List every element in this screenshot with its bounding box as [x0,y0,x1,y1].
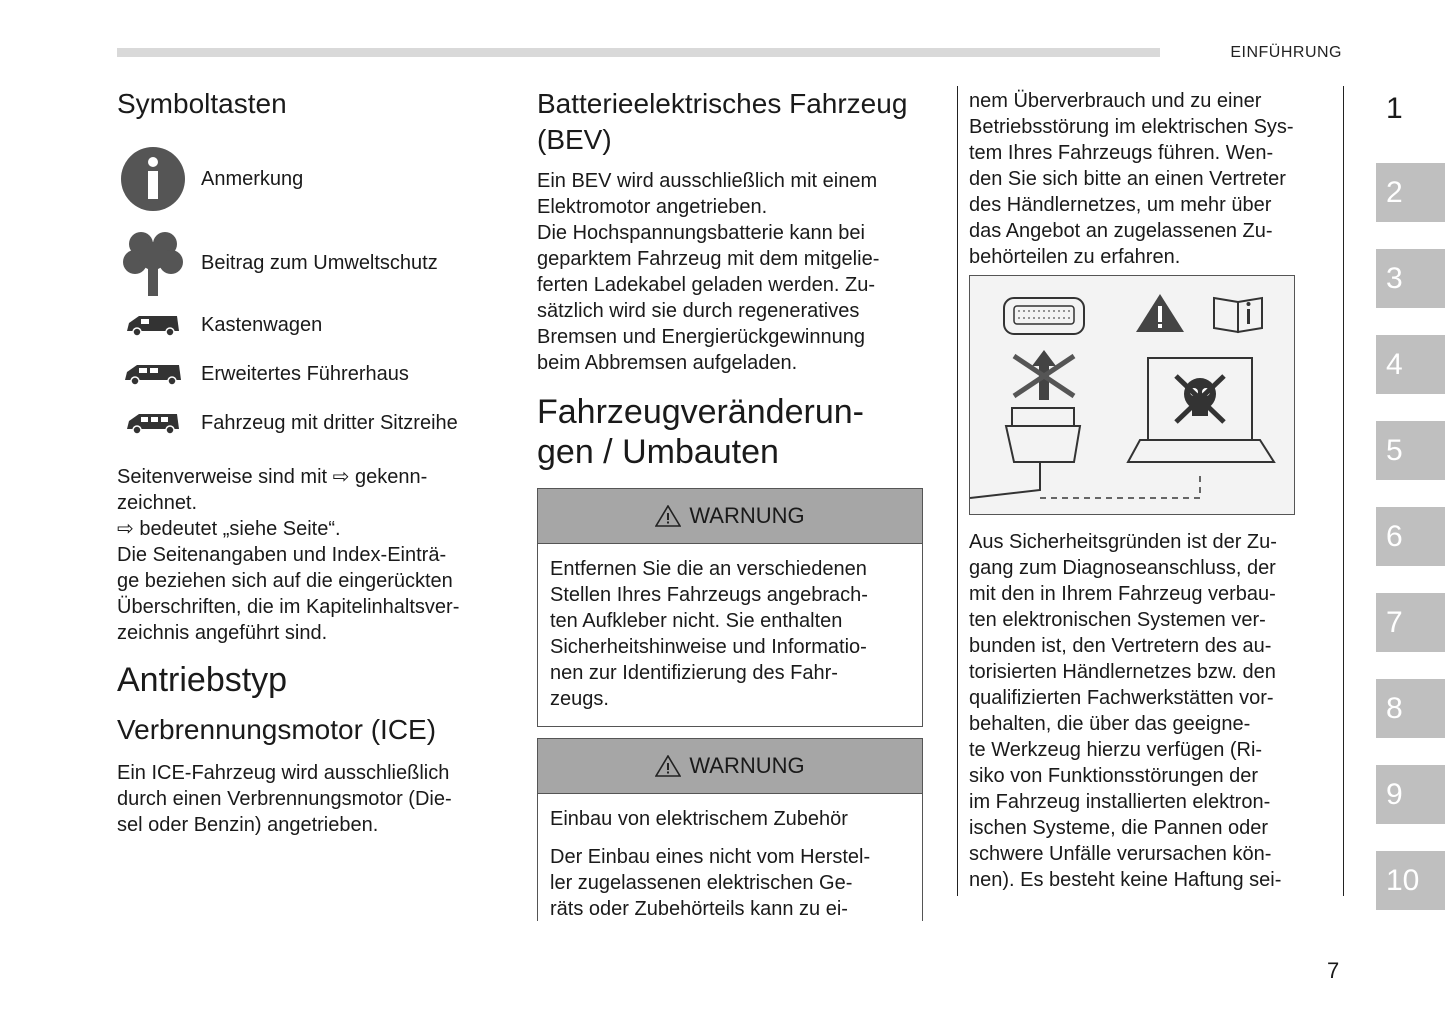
column-middle [537,86,923,920]
text-line: ⇨ bedeutet „siehe Seite“. [117,518,341,540]
text-line: zeugs. [550,688,609,710]
heading-line: Fahrzeugveränderun- [537,393,864,431]
diagnostic-plug-icon [970,408,1080,498]
chapter-tab-3[interactable]: 3 [1376,249,1445,308]
symbol-row-third-row [117,410,458,436]
heading-line: (BEV) [537,124,612,155]
symbol-heading: Symboltasten [117,88,287,119]
text-line: den Sie sich bitte an einen Vertreter [969,168,1286,190]
warning-triangle-icon [655,755,681,777]
chapter-tab-5[interactable]: 5 [1376,421,1445,480]
header-rule [117,48,1160,57]
chapter-tab-8[interactable]: 8 [1376,679,1445,738]
text-line: sel oder Benzin) angetrieben. [117,814,379,836]
text-line: beim Abbremsen aufgeladen. [537,352,798,374]
symbol-row-extended-cab [117,361,409,387]
text-line: behalten, die über das geeigne- [969,713,1251,735]
text-line: tem Ihres Fahrzeugs führen. Wen- [969,142,1274,164]
text-line: nen). Es besteht keine Haftung sei- [969,869,1282,891]
text-line: Ein ICE-Fahrzeug wird ausschließlich [117,762,450,784]
symbol-label: Anmerkung [201,167,304,190]
chapter-tab-4[interactable]: 4 [1376,335,1445,394]
third-row-van-icon [117,410,189,436]
column-left [117,86,507,836]
diagnostic-access-text [969,529,1329,893]
modifications-heading [537,392,864,472]
warning-content [538,544,922,726]
text-line: durch einen Verbrennungsmotor (Die- [117,788,452,810]
bev-text [537,168,923,376]
obd-connector-icon [1004,298,1084,334]
warning-title: WARNUNG [689,503,805,528]
symbol-label: Beitrag zum Umweltschutz [201,251,438,274]
warning-title: WARNUNG [689,753,805,778]
text-line: siko von Funktionsstörungen der [969,765,1259,787]
text-line: Der Einbau eines nicht vom Herstel- [550,846,871,868]
crossed-arrow-icon [1014,350,1074,400]
text-line: Stellen Ihres Fahrzeugs angebrach- [550,584,868,606]
chapter-tab-6[interactable]: 6 [1376,507,1445,566]
text-line: Bremsen und Energierückgewinnung [537,326,865,348]
text-line: Entfernen Sie die an verschiedenen [550,558,867,580]
text-line: Seitenverweise sind mit ⇨ gekenn- [117,466,428,488]
drive-type-heading: Antriebstyp [117,661,288,699]
page-number: 7 [1327,958,1340,983]
text-line: Sicherheitshinweise und Informatio- [550,636,867,658]
text-line: Ein BEV wird ausschließlich mit einem [537,170,878,192]
chapter-tab-7[interactable]: 7 [1376,593,1445,652]
info-icon [117,146,189,212]
text-line: räts oder Zubehörteils kann zu ei- [550,898,848,920]
text-line: ischen Systeme, die Pannen oder [969,817,1269,839]
symbol-row-note [117,146,303,212]
tree-icon [117,230,189,296]
manual-book-icon [1214,298,1262,332]
symbol-row-environment [117,230,438,296]
chapter-tab-1[interactable]: 1 [1376,79,1445,138]
text-line: Betriebsstörung im elektrischen Sys- [969,116,1294,138]
text-line: nem Überverbrauch und zu einer [969,90,1262,112]
symbol-label: Fahrzeug mit dritter Sitzreihe [201,411,458,434]
text-line: ler zugelassenen elektrischen Ge- [550,872,853,894]
warning-triangle-icon [1136,294,1184,332]
warning-box-stickers [537,488,923,727]
symbol-row-van [117,312,322,338]
text-line: des Händlernetzes, um mehr über [969,194,1272,216]
chapter-tab-10[interactable]: 10 [1376,851,1445,910]
warning-intro: Einbau von elektrischem Zubehör [550,808,848,830]
symbol-label: Erweitertes Führerhaus [201,362,409,385]
warning-content [538,794,922,921]
diagnostic-port-illustration [969,275,1295,515]
warning-header [538,739,922,794]
text-line: geparktem Fahrzeug mit dem mitgelie- [537,248,880,270]
text-line: Elektromotor angetrieben. [537,196,768,218]
text-line: behörteilen zu erfahren. [969,246,1181,268]
ice-text [117,760,452,838]
text-line: Die Seitenangaben und Index-Einträ- [117,544,447,566]
text-line: ten Aufkleber nicht. Sie enthalten [550,610,843,632]
text-line: mit den in Ihrem Fahrzeug verbau- [969,583,1276,605]
page-reference-text [117,464,459,646]
bev-heading [537,86,923,158]
text-line: gang zum Diagnoseanschluss, der [969,557,1276,579]
heading-line: Batterieelektrisches Fahrzeug [537,88,908,119]
section-title: EINFÜHRUNG [1230,44,1342,61]
text-line: bunden ist, den Vertretern des au- [969,635,1272,657]
van-icon [117,312,189,338]
text-line: ge beziehen sich auf die eingerückten [117,570,453,592]
text-line: zeichnis angeführt sind. [117,622,328,644]
text-line: Aus Sicherheitsgründen ist der Zu- [969,531,1277,553]
chapter-tab-2[interactable]: 2 [1376,163,1445,222]
warning-header [538,489,922,544]
warning-triangle-icon [655,505,681,527]
ice-heading: Verbrennungsmotor (ICE) [117,714,437,745]
text-line: das Angebot an zugelassenen Zu- [969,220,1273,242]
text-line: ferten Ladekabel geladen werden. Zu- [537,274,876,296]
text-line: qualifizierten Fachwerkstätten vor- [969,687,1274,709]
laptop-skull-icon [1128,358,1274,462]
text-line: sätzlich wird sie durch regeneratives [537,300,860,322]
text-line: zeichnet. [117,492,198,514]
text-line: schwere Unfälle verursachen kön- [969,843,1272,865]
text-line: Die Hochspannungsbatterie kann bei [537,222,865,244]
symbol-label: Kastenwagen [201,313,323,336]
text-line: Überschriften, die im Kapitelinhaltsver- [117,596,460,618]
text-line: nen zur Identifizierung des Fahr- [550,662,838,684]
text-line: ten elektronischen Systemen ver- [969,609,1266,631]
warning-box-accessories [537,738,923,921]
text-line: torisierten Händlernetzes bzw. den [969,661,1276,683]
chapter-tab-9[interactable]: 9 [1376,765,1445,824]
column-right [969,88,1329,270]
text-line: te Werkzeug hierzu verfügen (Ri- [969,739,1263,761]
heading-line: gen / Umbauten [537,433,779,471]
extended-cab-icon [117,361,189,387]
text-line: im Fahrzeug installierten elektron- [969,791,1271,813]
